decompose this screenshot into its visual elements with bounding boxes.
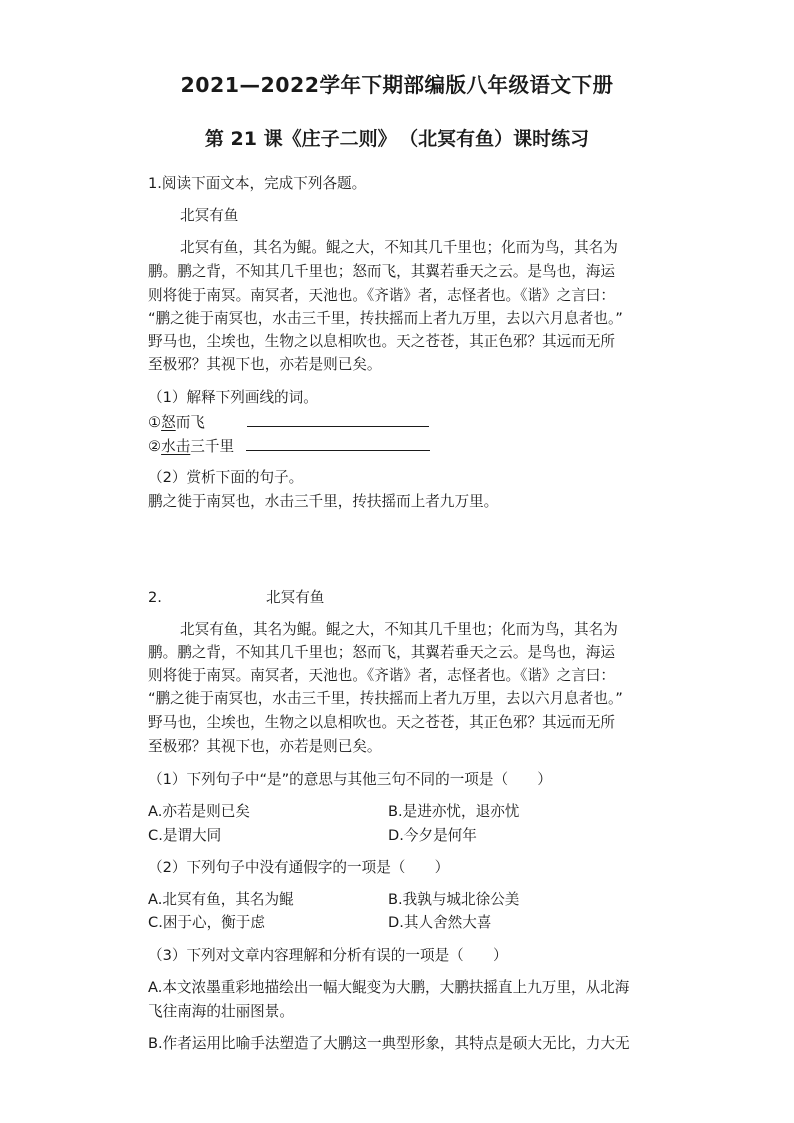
answer-blank[interactable]	[247, 412, 429, 427]
q2-passage-line: “鹏之徙于南冥也，水击三千里，抟扶摇而上者九万里，去以六月息者也。”	[148, 690, 623, 707]
option-c[interactable]: C.困于心，衡于虑	[148, 914, 265, 931]
option-b[interactable]: B.是进亦忧，退亦忧	[388, 803, 520, 820]
q2-sub1-prompt: （1）下列句子中“是”的意思与其他三句不同的一项是（ ）	[148, 771, 552, 788]
q2-passage-line: 则将徙于南冥。南冥者，天池也。《齐谐》者，志怪者也。《谐》之言曰：	[148, 667, 615, 684]
item-number: ②	[148, 438, 162, 455]
option-b[interactable]: B.我孰与城北徐公美	[388, 891, 520, 908]
option-b[interactable]: B.作者运用比喻手法塑造了大鹏这一典型形象，其特点是硕大无比，力大无	[148, 1035, 630, 1052]
q2-passage-line: 鹏。鹏之背，不知其几千里也；怒而飞，其翼若垂天之云。是鸟也，海运	[148, 644, 616, 661]
option-c[interactable]: C.是谓大同	[148, 827, 222, 844]
option-a[interactable]: A.北冥有鱼，其名为鲲	[148, 891, 294, 908]
q1-passage-line: “鹏之徙于南冥也，水击三千里，抟扶摇而上者九万里，去以六月息者也。”	[148, 310, 623, 327]
underlined-word: 水击	[161, 438, 191, 455]
q1-item-1	[148, 412, 429, 433]
lesson-title-main: 第 21 课《庄子二则》	[204, 128, 397, 150]
underlined-word: 怒	[161, 414, 176, 431]
item-text: 三千里	[190, 438, 235, 455]
q1-item-2	[148, 436, 430, 457]
option-d[interactable]: D.今夕是何年	[388, 827, 477, 844]
q1-intro: 1.阅读下面文本，完成下列各题。	[148, 175, 367, 192]
q1-passage-line: 至极邪？其视下也，亦若是则已矣。	[148, 356, 382, 373]
q1-passage-line: 则将徙于南冥。南冥者，天池也。《齐谐》者，志怪者也。《谐》之言曰：	[148, 287, 615, 304]
q2-sub2-prompt: （2）下列句子中没有通假字的一项是（ ）	[148, 859, 450, 876]
item-number: ①	[148, 414, 162, 431]
lesson-title	[0, 124, 794, 151]
q2-sub3-prompt: （3）下列对文章内容理解和分析有误的一项是（ ）	[148, 947, 508, 964]
document-title: 2021—2022学年下期部编版八年级语文下册	[180, 73, 614, 97]
q1-sub2-prompt: （2）赏析下面的句子。	[148, 469, 304, 486]
lesson-title-sub: （北冥有鱼）课时练习	[408, 128, 590, 150]
q1-passage-line: 鹏。鹏之背，不知其几千里也；怒而飞，其翼若垂天之云。是鸟也，海运	[148, 263, 616, 280]
option-a[interactable]: A.亦若是则已矣	[148, 803, 250, 820]
q1-sub1-prompt: （1）解释下列画线的词。	[148, 389, 318, 406]
q2-passage-line: 野马也，尘埃也，生物之以息相吹也。天之苍苍，其正色邪？其远而无所	[148, 714, 616, 731]
answer-blank[interactable]	[246, 436, 430, 451]
option-d[interactable]: D.其人舍然大喜	[388, 914, 492, 931]
q1-passage-title: 北冥有鱼	[180, 207, 239, 224]
q1-passage-line: 野马也，尘埃也，生物之以息相吹也。天之苍苍，其正色邪？其远而无所	[148, 333, 616, 350]
option-a-continued: 飞往南海的壮丽图景。	[148, 1003, 294, 1020]
option-a[interactable]: A.本文浓墨重彩地描绘出一幅大鲲变为大鹏，大鹏扶摇直上九万里，从北海	[148, 979, 630, 996]
q2-passage-line: 至极邪？其视下也，亦若是则已矣。	[148, 738, 382, 755]
q1-sentence: 鹏之徙于南冥也，水击三千里，抟扶摇而上者九万里。	[148, 493, 499, 510]
q2-passage-title: 北冥有鱼	[266, 589, 325, 606]
item-text: 而飞	[175, 414, 205, 431]
q1-passage-line: 北冥有鱼，其名为鲲。鲲之大，不知其几千里也；化而为鸟，其名为	[180, 239, 618, 256]
q2-passage-line: 北冥有鱼，其名为鲲。鲲之大，不知其几千里也；化而为鸟，其名为	[180, 621, 618, 638]
q2-label: 2.	[148, 589, 162, 606]
